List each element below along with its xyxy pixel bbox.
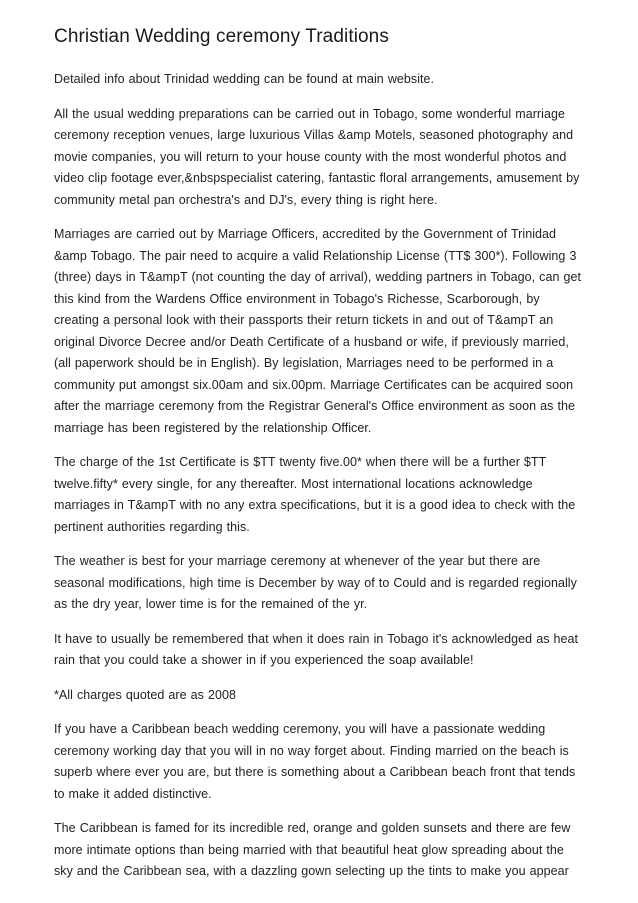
paragraph-marriage-officers: Marriages are carried out by Marriage Officers, accredited by the Government of Trinidad &amp Tobago. The pair need to acquire a valid Relationship License (TT$ 300*). Following 3 (three) days in T&ampT (not counting the day of arrival), wedding partners in Tobago, can get this kind from the Wardens Office environment in Tobago's Richesse, Scarborough, by creating a personal look with their passports their return tickets in and out of T&ampT an original Divorce Decree and/or Death Certificate of a husband or wife, if previously married,(all paperwork should be in English). By legislation, Marriages need to be performed in a community put amongst six.00am and six.00pm. Marriage Certificates can be acquired soon after the marriage ceremony from the Registrar General's Office environment as soon as the marriage has been registered by the relationship Officer. bbox=[54, 227, 582, 435]
paragraph-intro: Detailed info about Trinidad wedding can be found at main website. bbox=[54, 72, 435, 86]
paragraph-certificate-charge: The charge of the 1st Certificate is $TT twenty five.00* when there will be a further $TT twelve.fifty* every single, for any thereafter. Most international locations acknowledge marriages in T&ampT with no any extra specifications, but it is a good idea to check with the pertinent authorities regarding this. bbox=[54, 455, 576, 534]
paragraph-beach-wedding: If you have a Caribbean beach wedding ceremony, you will have a passionate wedding ceremony working day that you will in no way forget about. Finding married on the beach is superb where ever you are, but there is something about a Caribbean beach front that tends to make it added distinctive. bbox=[54, 722, 576, 801]
paragraph-rain: It have to usually be remembered that when it does rain in Tobago it's acknowledged as heat rain that you could take a shower in if you experienced the soap available! bbox=[54, 631, 579, 667]
paragraph-weather: The weather is best for your marriage ceremony at whenever of the year but there are seasonal modifications, high time is December by way of to Could and is regarded regionally as the dry year, lower time is for the remained of the yr. bbox=[54, 554, 577, 611]
paragraph-charges-note: *All charges quoted are as 2008 bbox=[54, 687, 236, 702]
document-title: Christian Wedding ceremony Traditions bbox=[54, 26, 389, 47]
paragraph-caribbean-sunsets: The Caribbean is famed for its incredible red, orange and golden sunsets and there are few more intimate options than being married with that beautiful heat glow spreading about the sky and the Caribbean sea, with a dazzling gown selecting up the tints to make you appear bbox=[54, 821, 571, 878]
paragraph-preparations: All the usual wedding preparations can be carried out in Tobago, some wonderful marriage ceremony reception venues, large luxurious Villas &amp Motels, seasoned photography and movie companies, you will return to your house county with the most wonderful photos and video clip footage ever,&nbspspecialist catering, fantastic floral arrangements, amusement by community metal pan orchestra's and DJ's, every thing is right here. bbox=[54, 106, 580, 207]
